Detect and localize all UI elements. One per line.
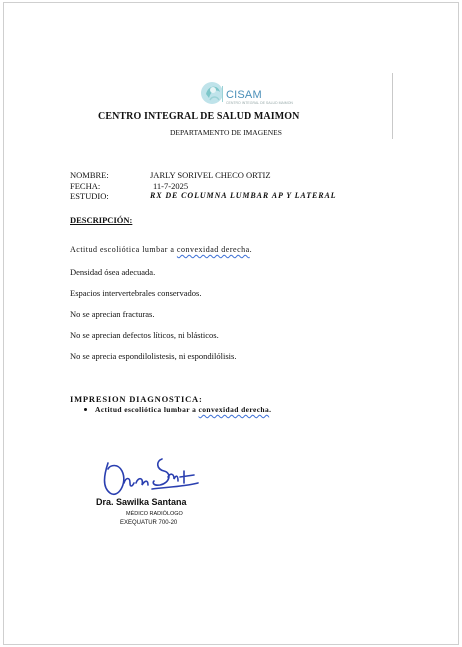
description-line-end: .	[249, 245, 253, 254]
page-margin-line	[392, 73, 393, 139]
signature-role: MÉDICO RADIÓLOGO	[126, 511, 183, 517]
document-page	[3, 2, 459, 645]
spellcheck-flagged-text[interactable]: convexidad derecha	[198, 405, 270, 414]
handwritten-signature-icon	[98, 453, 202, 501]
bullet-icon	[84, 408, 87, 411]
impression-item-text: Actitud escoliótica lumbar a	[95, 405, 199, 414]
name-label: NOMBRE:	[70, 170, 109, 180]
description-line	[70, 245, 252, 254]
description-line: No se aprecia espondilolistesis, ni espondilólisis.	[70, 351, 237, 361]
description-heading: DESCRIPCIÓN:	[70, 215, 133, 225]
description-line: Espacios intervertebrales conservados.	[70, 288, 202, 298]
department-title: DEPARTAMENTO DE IMAGENES	[170, 128, 282, 137]
study-value: RX DE COLUMNA LUMBAR AP Y LATERAL	[150, 191, 337, 200]
date-label: FECHA:	[70, 181, 101, 191]
signature-exequatur: EXEQUATUR 700-20	[120, 520, 178, 526]
description-line: No se aprecian defectos líticos, ni blásticos.	[70, 330, 219, 340]
logo-text: CISAM	[226, 89, 262, 101]
logo-subtitle: CENTRO INTEGRAL DE SALUD MAIMON	[226, 101, 293, 105]
date-value: 11-7-2025	[153, 181, 189, 191]
impression-item-end: .	[269, 405, 272, 414]
description-line-text: Actitud escoliótica lumbar a	[70, 245, 177, 254]
description-line: Densidad ósea adecuada.	[70, 267, 156, 277]
spellcheck-flagged-text[interactable]: convexidad derecha	[176, 245, 250, 254]
description-line: No se aprecian fracturas.	[70, 309, 155, 319]
study-label: ESTUDIO:	[70, 191, 109, 201]
impression-heading: IMPRESION DIAGNOSTICA:	[70, 394, 203, 404]
impression-item	[84, 405, 271, 414]
organization-title: CENTRO INTEGRAL DE SALUD MAIMON	[98, 111, 300, 122]
signature-name: Dra. Sawilka Santana	[96, 497, 187, 507]
name-value: JARLY SORIVEL CHECO ORTIZ	[150, 170, 271, 180]
